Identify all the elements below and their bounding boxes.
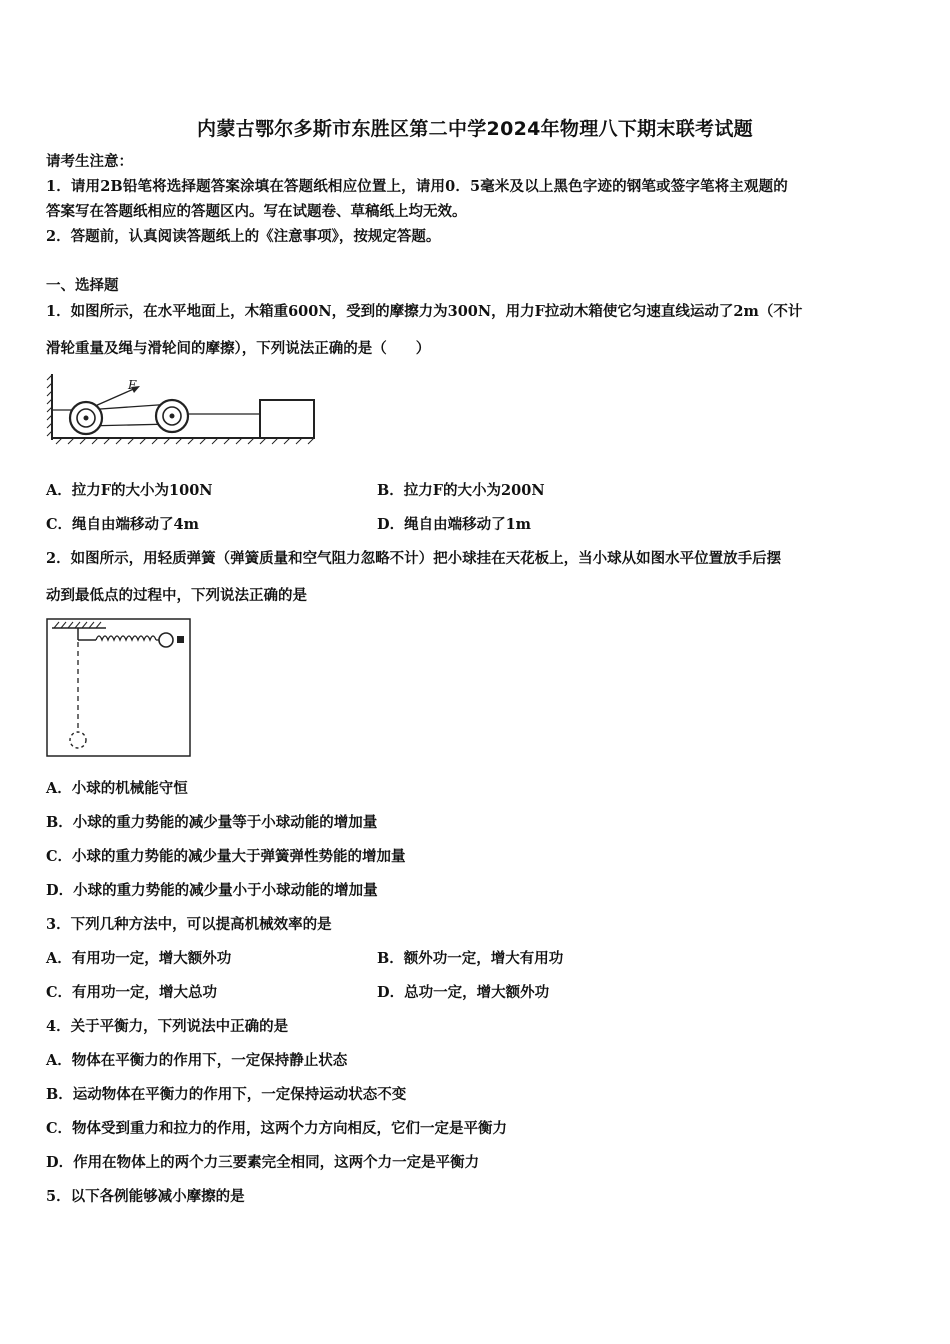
q1-stem-line-1: 1．如图所示，在水平地面上，木箱重600N，受到的摩擦力为300N，用力F拉动木箱使它匀速直线运动了2m（不计 (46, 303, 803, 320)
q1-option-d: D．绳自由端移动了1m (377, 516, 532, 533)
q5-stem: 5．以下各例能够减小摩擦的是 (46, 1188, 245, 1205)
notice-heading: 请考生注意： (46, 153, 133, 170)
q3-option-b: B．额外功一定，增大有用功 (377, 950, 564, 967)
notice-item-2: 2．答题前，认真阅读答题纸上的《注意事项》，按规定答题。 (46, 228, 441, 245)
q2-stem-line-1: 2．如图所示，用轻质弹簧（弹簧质量和空气阻力忽略不计）把小球挂在天花板上，当小球从如图水平位置放手后摆 (46, 550, 782, 567)
q4-option-c: C．物体受到重力和拉力的作用，这两个力方向相反，它们一定是平衡力 (46, 1120, 508, 1137)
q4-option-d: D．作用在物体上的两个力三要素完全相同，这两个力一定是平衡力 (46, 1154, 480, 1171)
q4-stem: 4．关于平衡力，下列说法中正确的是 (46, 1018, 289, 1035)
q1-pulley-figure (46, 372, 318, 450)
section-heading: 一、选择题 (46, 277, 119, 294)
q2-option-c: C．小球的重力势能的减少量大于弹簧弹性势能的增加量 (46, 848, 406, 865)
q3-option-c: C．有用功一定，增大总功 (46, 984, 218, 1001)
q1-option-a: A．拉力F的大小为100N (46, 482, 213, 499)
notice-item-1-line-2: 答案写在答题纸相应的答题区内。写在试题卷、草稿纸上均无效。 (46, 203, 467, 220)
pulley-diagram (46, 372, 318, 450)
q2-option-d: D．小球的重力势能的减少量小于小球动能的增加量 (46, 882, 378, 899)
q2-spring-figure (46, 618, 192, 758)
page-title: 内蒙古鄂尔多斯市东胜区第二中学2024年物理八下期末联考试题 (197, 118, 753, 140)
q1-option-c: C．绳自由端移动了4m (46, 516, 199, 533)
q3-option-a: A．有用功一定，增大额外功 (46, 950, 232, 967)
force-label: F (128, 378, 137, 392)
q3-stem: 3．下列几种方法中，可以提高机械效率的是 (46, 916, 332, 933)
q4-option-b: B．运动物体在平衡力的作用下，一定保持运动状态不变 (46, 1086, 407, 1103)
spring-pendulum-diagram (46, 618, 192, 758)
q1-stem-line-2: 滑轮重量及绳与滑轮间的摩擦），下列说法正确的是（ ） (46, 340, 431, 357)
notice-item-1-line-1: 1．请用2B铅笔将选择题答案涂填在答题纸相应位置上，请用0．5毫米及以上黑色字迹的钢笔或签字笔将主观题的 (46, 178, 788, 195)
q4-option-a: A．物体在平衡力的作用下，一定保持静止状态 (46, 1052, 348, 1069)
q2-option-a: A．小球的机械能守恒 (46, 780, 188, 797)
q3-option-d: D．总功一定，增大额外功 (377, 984, 550, 1001)
q1-option-b: B．拉力F的大小为200N (377, 482, 545, 499)
q2-stem-line-2: 动到最低点的过程中，下列说法正确的是 (46, 587, 307, 604)
q2-option-b: B．小球的重力势能的减少量等于小球动能的增加量 (46, 814, 378, 831)
